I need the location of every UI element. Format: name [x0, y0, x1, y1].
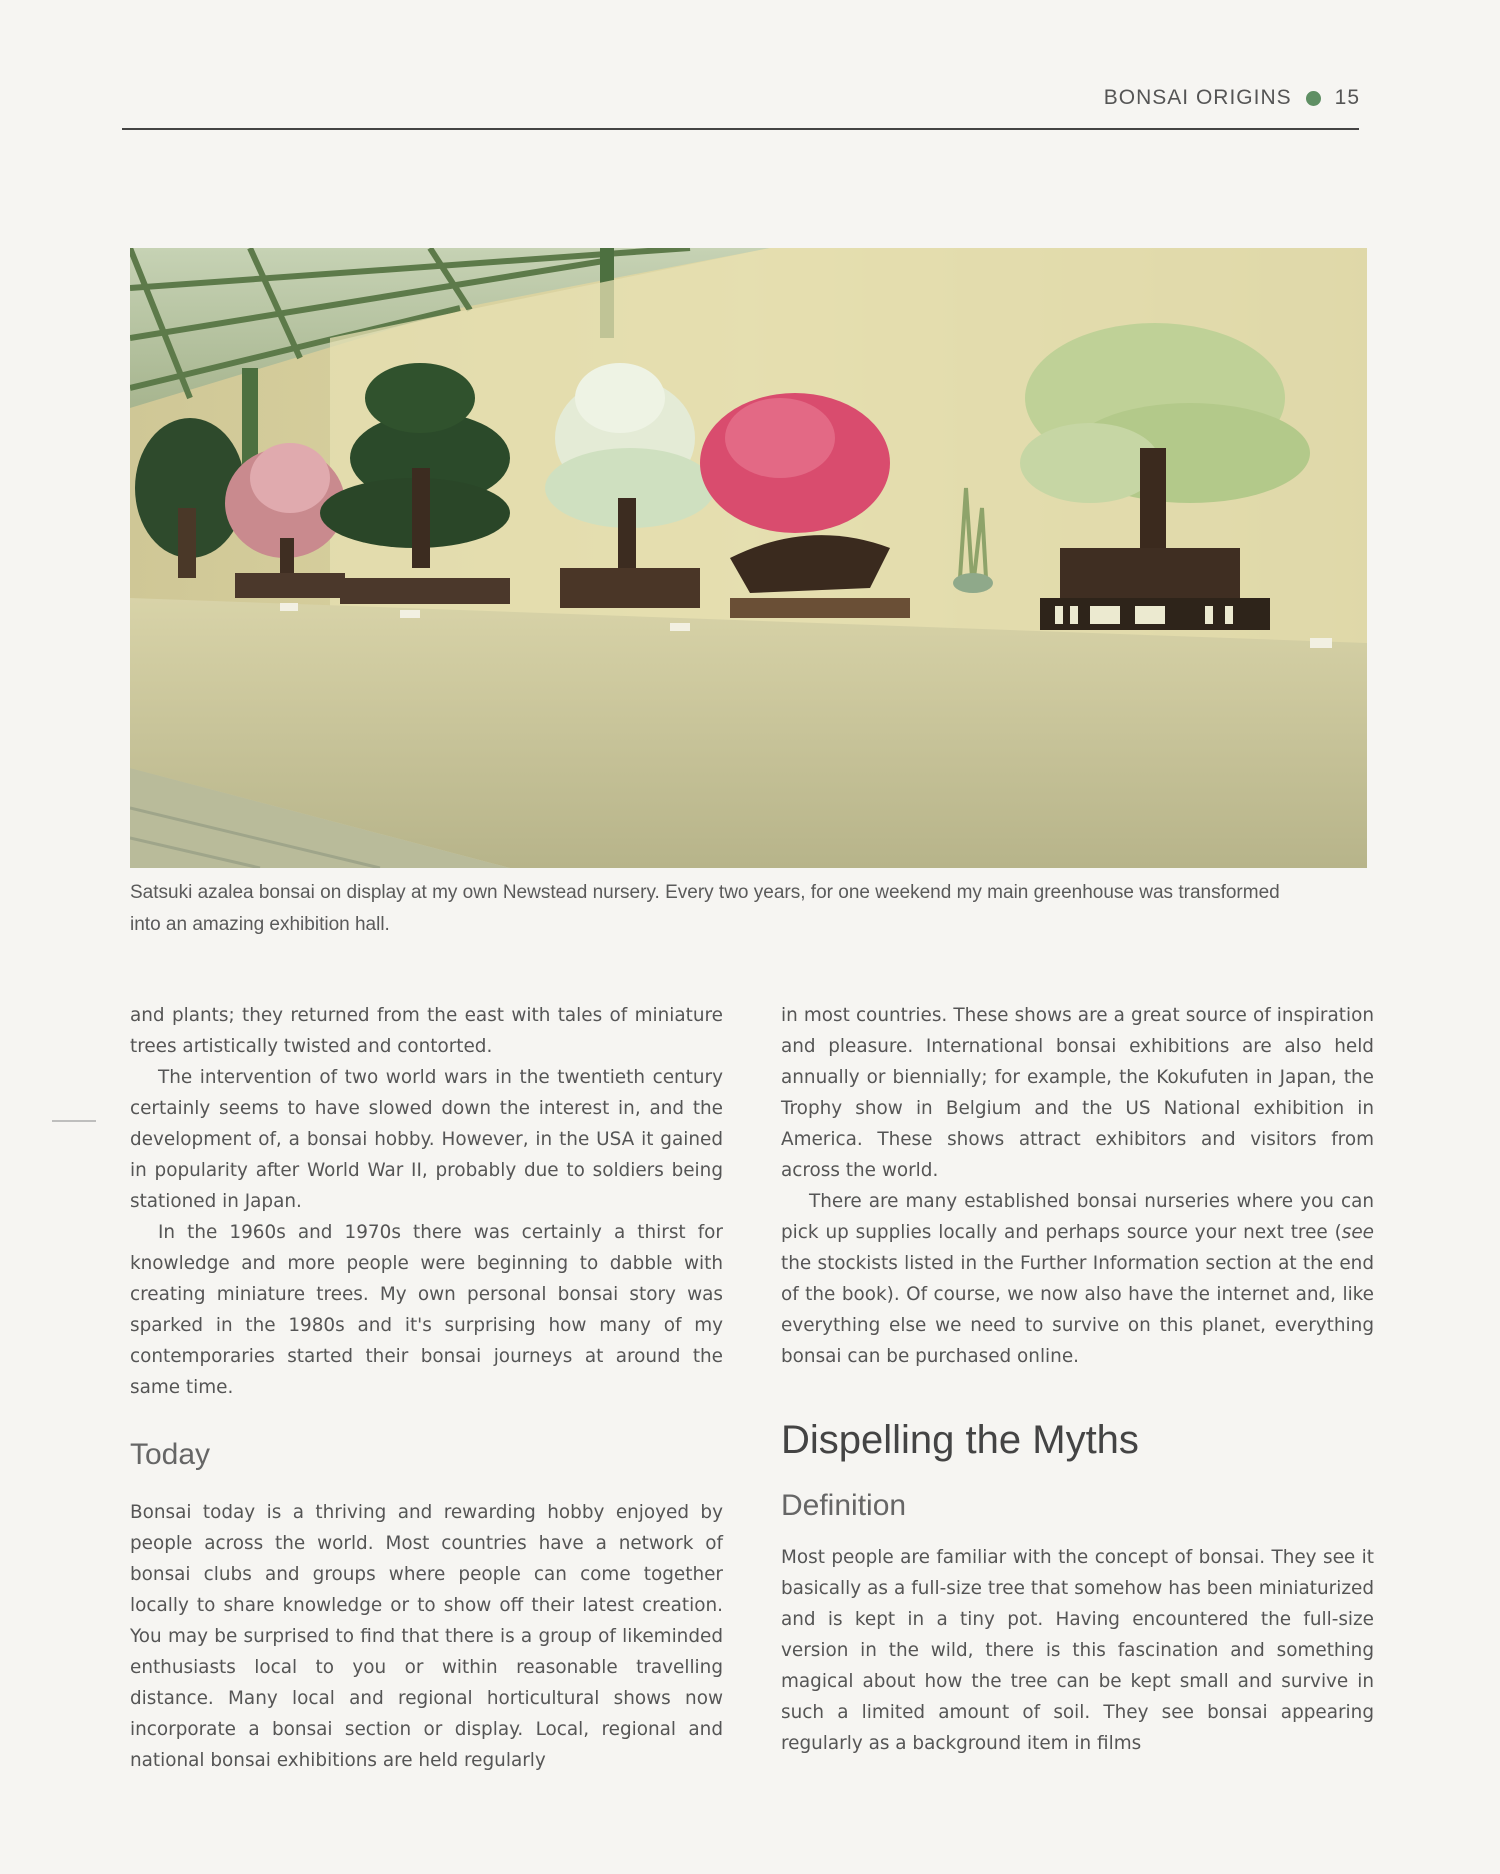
heading-dispelling-myths: Dispelling the Myths — [781, 1418, 1139, 1462]
bonsai-exhibition-photo — [130, 248, 1367, 868]
heading-definition: Definition — [781, 1489, 907, 1522]
running-head — [1104, 86, 1360, 110]
left-paragraph-1: and plants; they returned from the east with tales of miniature trees artistically twisted and contorted. — [130, 1005, 723, 1057]
left-column — [130, 1000, 723, 1776]
heading-today: Today — [130, 1438, 211, 1471]
page-number: 15 — [1334, 86, 1360, 109]
right-paragraph-3: Most people are familiar with the concept of bonsai. They see it basically as a full-size tree that somehow has been miniaturized and is kept in a tiny pot. Having encountered the full-size version in the wild, there is this fascination and something magical about how the tree can be kept small and survive in such a limited amount of soil. They see bonsai appearing regularly as a background item in films — [781, 1547, 1374, 1754]
bullet-dot-icon — [1306, 91, 1321, 106]
right-column — [781, 1000, 1374, 1759]
margin-mark — [52, 1120, 96, 1122]
see-italic: see — [1341, 1222, 1374, 1243]
header-rule — [122, 128, 1359, 130]
right-paragraph-2-end: the stockists listed in the Further Information section at the end of the book). Of course, we now also have the internet and, like everything else we need to survive on this planet, everything bonsai can be purchased online. — [781, 1253, 1374, 1367]
section-title: BONSAI ORIGINS — [1103, 86, 1292, 109]
left-paragraph-2: The intervention of two world wars in the twentieth century certainly seems to have slowed down the interest in, and the development of, a bonsai hobby. However, in the USA it gained in popularity after World War II, probably due to soldiers being stationed in Japan. — [130, 1067, 723, 1212]
right-paragraph-2-start: There are many established bonsai nurseries where you can pick up supplies locally and perhaps source your next tree ( — [781, 1191, 1374, 1243]
right-paragraph-1: in most countries. These shows are a great source of inspiration and pleasure. International bonsai exhibitions are also held annually or biennially; for example, the Kokufuten in Japan, the Trophy show in Belgium and the US National exhibition in America. These shows attract exhibitors and visitors from across the world. — [781, 1005, 1374, 1181]
figure-caption: Satsuki azalea bonsai on display at my own Newstead nursery. Every two years, for one weekend my main greenhouse was transformed into an amazing exhibition hall. — [130, 882, 1280, 935]
left-paragraph-3: In the 1960s and 1970s there was certainly a thirst for knowledge and more people were beginning to dabble with creating miniature trees. My own personal bonsai story was sparked in the 1980s and it's surprising how many of my contemporaries started their bonsai journeys at around the same time. — [130, 1222, 723, 1398]
left-paragraph-4: Bonsai today is a thriving and rewarding hobby enjoyed by people across the world. Most countries have a network of bonsai clubs and groups where people can come together locally to share knowledge or to show off their latest creation. You may be surprised to find that there is a group of likeminded enthusiasts local to you or within reasonable travelling distance. Many local and regional horticultural shows now incorporate a bonsai section or display. Local, regional and national bonsai exhibitions are held regularly — [130, 1502, 723, 1771]
right-paragraph-2 — [781, 1186, 1374, 1372]
